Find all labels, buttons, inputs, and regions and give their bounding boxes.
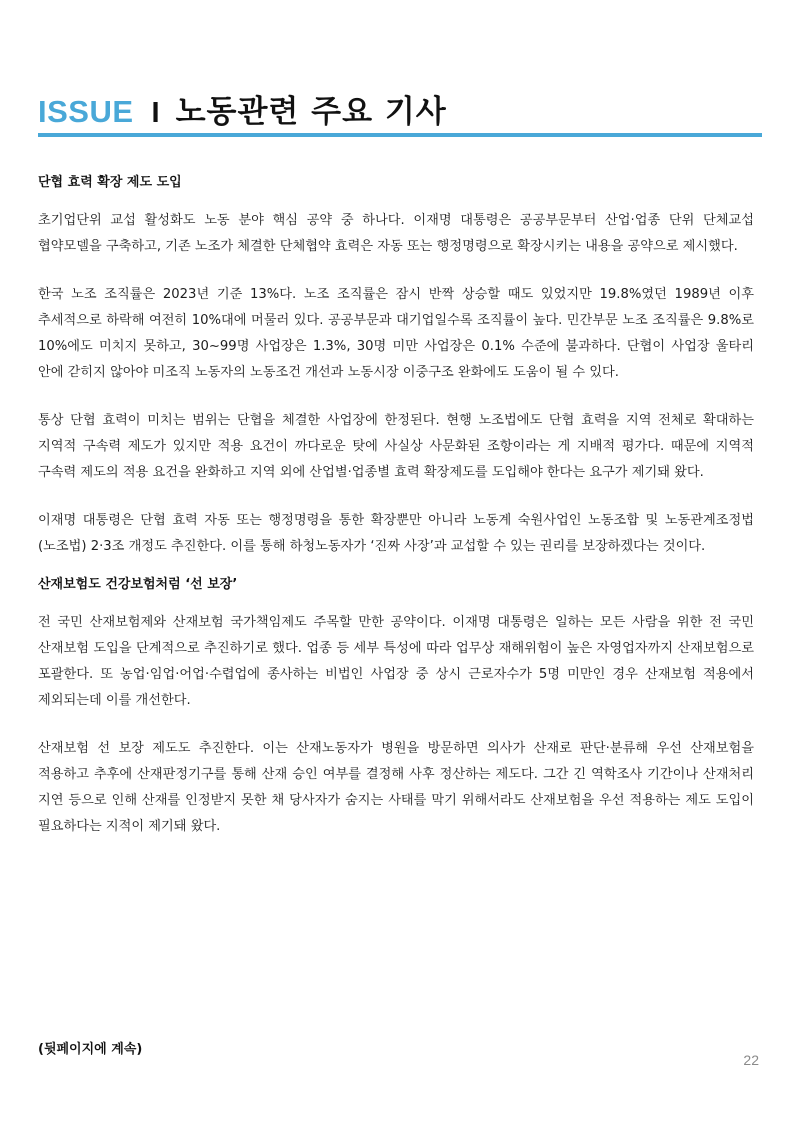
paragraph: 통상 단협 효력이 미치는 범위는 단협을 체결한 사업장에 한정된다. 현행 노조법에도 단협 효력을 지역 전체로 확대하는 지역적 구속력 제도가 있지만 적용 요건이 까다로운 탓에 사실상 사문화된 조항이라는 게 지배적 평가다. 때문에 지역적 구속력 제도의 적용 요건을 완화하고 지역 외에 산업별·업종별 효력 확장제도를 도입해야 한다는 요구가 제기돼 왔다. — [38, 413, 754, 480]
paragraph: 산재보험 선 보장 제도도 추진한다. 이는 산재노동자가 병원을 방문하면 의사가 산재로 판단·분류해 우선 산재보험을 적용하고 추후에 산재판정기구를 통해 산재 승인 여부를 결정해 사후 정산하는 제도다. 그간 긴 역학조사 기간이나 산재처리 지연 등으로 인해 산재를 인정받지 못한 채 당사자가 숨지는 사태를 막기 위해서라도 산재보험을 우선 적용하는 제도 도입이 필요하다는 지적이 제기돼 왔다. — [38, 741, 754, 834]
issue-label: ISSUE — [38, 94, 134, 129]
page-title: 노동관련 주요 기사 — [175, 94, 447, 130]
section-heading: 산재보험도 건강보험처럼 ‘선 보장’ — [38, 577, 238, 592]
continue-note: (뒷페이지에 계속) — [38, 1042, 143, 1057]
page-header — [38, 86, 762, 130]
paragraph: 이재명 대통령은 단협 효력 자동 또는 행정명령을 통한 확장뿐만 아니라 노동계 숙원사업인 노동조합 및 노동관계조정법(노조법) 2·3조 개정도 추진한다. 이를 통해 하청노동자가 ‘진짜 사장’과 교섭할 수 있는 권리를 보장하겠다는 것이다. — [38, 513, 754, 554]
paragraph: 한국 노조 조직률은 2023년 기준 13%다. 노조 조직률은 잠시 반짝 상승할 때도 있었지만 19.8%였던 1989년 이후 추세적으로 하락해 여전히 10%대에 머물러 있다. 공공부문과 대기업일수록 조직률이 높다. 민간부문 노조 조직률은 9.8%로 10%에도 미치지 못하고, 30~99명 사업장은 1.3%, 30명 미만 사업장은 0.1% 수준에 불과하다. 단협이 사업장 울타리 안에 갇히지 않아야 미조직 노동자의 노동조건 개선과 노동시장 이중구조 완화에도 도움이 될 수 있다. — [38, 287, 754, 380]
article-body — [38, 170, 754, 840]
header-divider — [38, 133, 762, 137]
page-number: 22 — [743, 1052, 759, 1068]
section-heading: 단협 효력 확장 제도 도입 — [38, 175, 182, 190]
paragraph: 전 국민 산재보험제와 산재보험 국가책임제도 주목할 만한 공약이다. 이재명 대통령은 일하는 모든 사람을 위한 전 국민 산재보험 도입을 단계적으로 추진하기로 했다. 업종 등 세부 특성에 따라 업무상 재해위험이 높은 자영업자까지 산재보험으로 포괄한다. 또 농업·임업·어업·수렵업에 종사하는 비법인 사업장 중 상시 근로자수가 5명 미만인 경우 산재보험 적용에서 제외되는데 이를 개선한다. — [38, 615, 754, 708]
header-separator: I — [151, 97, 160, 129]
paragraph: 초기업단위 교섭 활성화도 노동 분야 핵심 공약 중 하나다. 이재명 대통령은 공공부문부터 산업·업종 단위 단체교섭 협약모델을 구축하고, 기존 노조가 체결한 단체협약 효력은 자동 또는 행정명령으로 확장시키는 내용을 공약으로 제시했다. — [38, 213, 754, 254]
